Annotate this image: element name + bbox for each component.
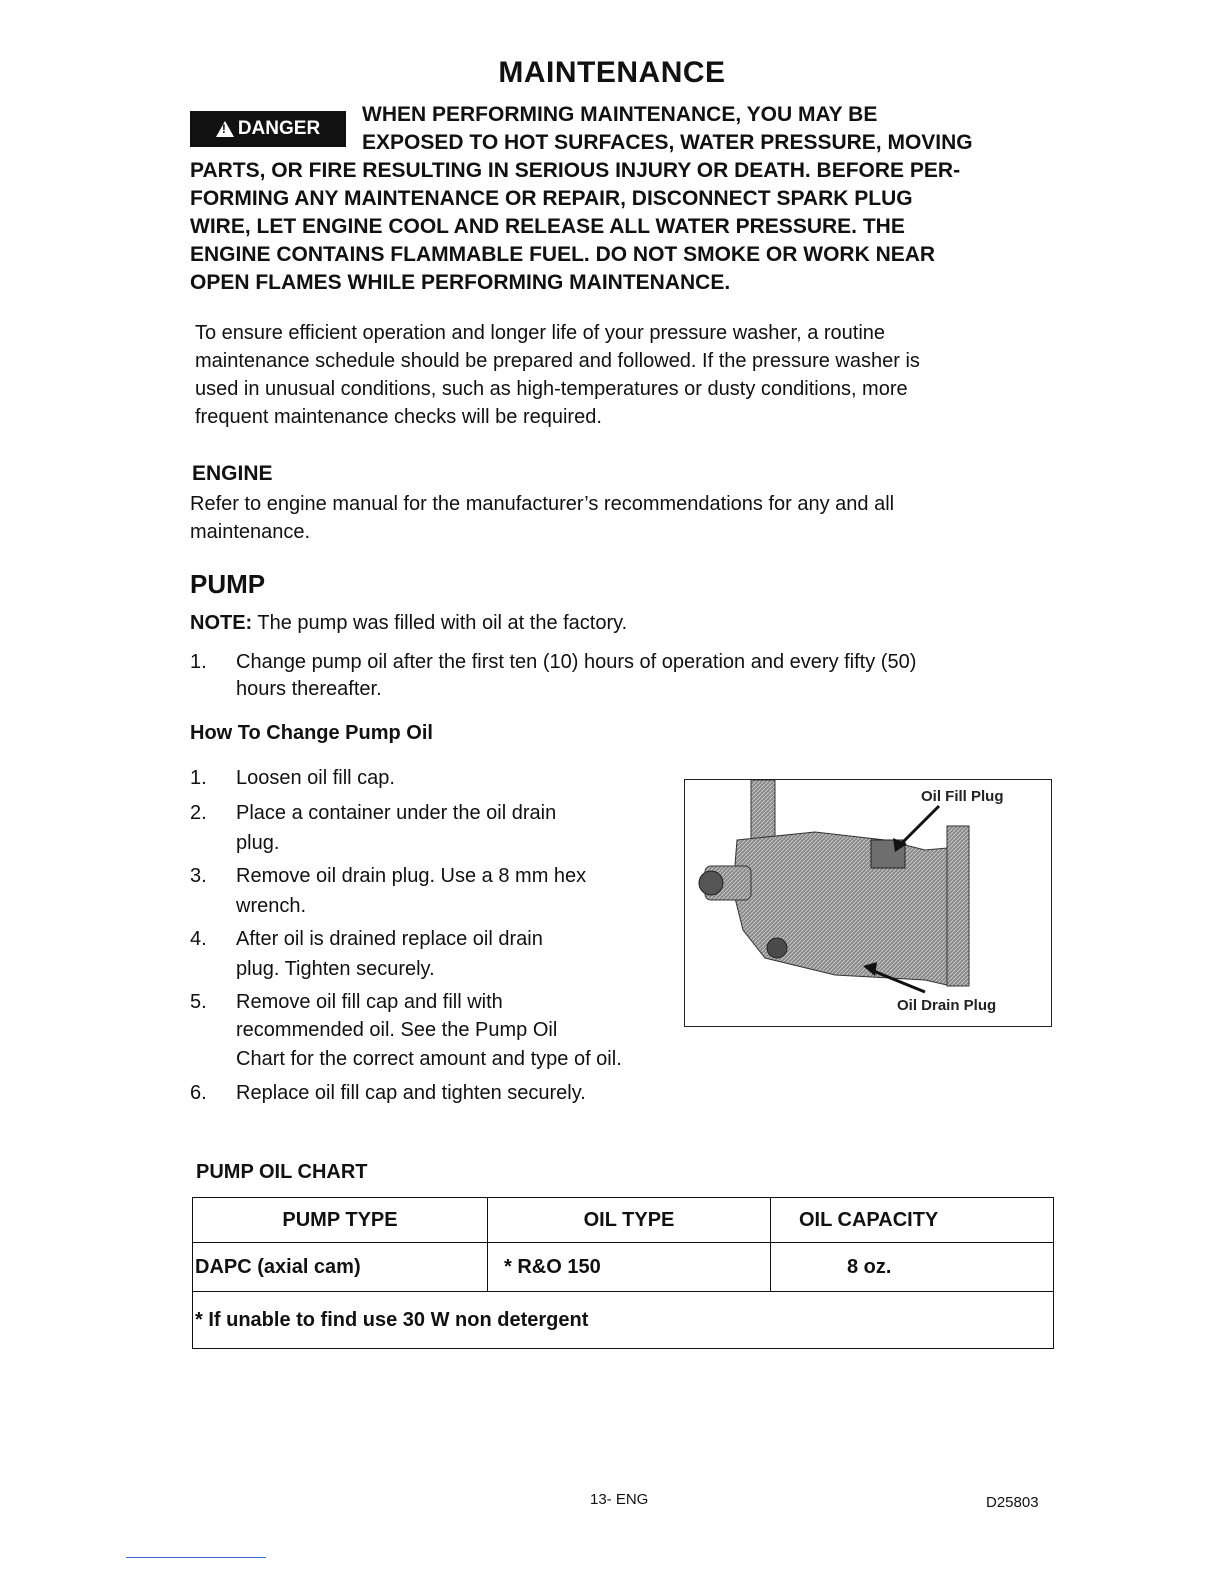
table-header-row bbox=[193, 1198, 1054, 1243]
engine-paragraph bbox=[190, 490, 1070, 546]
engine-line: Refer to engine manual for the manufacturer’s recommendations for any and all bbox=[190, 493, 895, 515]
oil-fill-plug-label: Oil Fill Plug bbox=[921, 788, 1004, 805]
danger-line: ENGINE CONTAINS FLAMMABLE FUEL. DO NOT SMOKE OR WORK NEAR bbox=[190, 243, 936, 266]
page-number: 13- ENG bbox=[590, 1491, 649, 1508]
danger-line: OPEN FLAMES WHILE PERFORMING MAINTENANCE. bbox=[190, 271, 731, 294]
column-header-oil-capacity: OIL CAPACITY bbox=[771, 1198, 1054, 1243]
list-item bbox=[190, 799, 670, 857]
column-header-oil-type: OIL TYPE bbox=[488, 1198, 771, 1243]
pump-note bbox=[190, 612, 627, 635]
how-to-heading: How To Change Pump Oil bbox=[190, 722, 433, 744]
list-text: plug. Tighten securely. bbox=[236, 958, 435, 980]
list-text: plug. bbox=[236, 832, 280, 854]
intro-line: maintenance schedule should be prepared and followed. If the pressure washer is bbox=[195, 350, 920, 372]
list-number: 6. bbox=[190, 1082, 207, 1104]
chart-footnote: * If unable to find use 30 W non detergent bbox=[193, 1292, 1054, 1349]
danger-line: EXPOSED TO HOT SURFACES, WATER PRESSURE, MOVING bbox=[362, 131, 973, 154]
list-text: Replace oil fill cap and tighten securely. bbox=[236, 1082, 586, 1104]
list-item bbox=[190, 764, 670, 794]
pump-heading: PUMP bbox=[190, 569, 266, 599]
danger-warning-body bbox=[190, 157, 1070, 297]
note-label: NOTE: bbox=[190, 612, 253, 634]
list-number: 5. bbox=[190, 991, 207, 1013]
intro-line: frequent maintenance checks will be required. bbox=[195, 406, 602, 428]
intro-paragraph bbox=[195, 319, 1075, 431]
list-text: Remove oil drain plug. Use a 8 mm hex bbox=[236, 865, 587, 887]
list-number: 1. bbox=[190, 651, 207, 673]
list-text: Change pump oil after the first ten (10) hours of operation and every fifty (50) bbox=[236, 651, 917, 673]
danger-line: FORMING ANY MAINTENANCE OR REPAIR, DISCONNECT SPARK PLUG bbox=[190, 187, 913, 210]
list-item bbox=[190, 862, 670, 920]
list-text: wrench. bbox=[236, 895, 307, 917]
cell-oil-capacity: 8 oz. bbox=[771, 1243, 1054, 1292]
column-header-pump-type: PUMP TYPE bbox=[193, 1198, 488, 1243]
document-code: D25803 bbox=[986, 1494, 1039, 1511]
table-footnote-row bbox=[193, 1292, 1054, 1349]
danger-badge bbox=[190, 111, 346, 147]
list-number: 4. bbox=[190, 928, 207, 950]
list-text: Place a container under the oil drain bbox=[236, 802, 557, 824]
list-item bbox=[190, 1079, 750, 1109]
list-text: hours thereafter. bbox=[236, 678, 382, 700]
list-text: Chart for the correct amount and type of oil. bbox=[236, 1048, 622, 1070]
list-item bbox=[190, 925, 670, 983]
intro-line: used in unusual conditions, such as high-temperatures or dusty conditions, more bbox=[195, 378, 908, 400]
warning-triangle-icon bbox=[216, 121, 234, 137]
divider bbox=[126, 1557, 266, 1558]
danger-line: WIRE, LET ENGINE COOL AND RELEASE ALL WATER PRESSURE. THE bbox=[190, 215, 905, 238]
engine-heading: ENGINE bbox=[192, 462, 273, 485]
list-item bbox=[190, 648, 1070, 706]
danger-line: PARTS, OR FIRE RESULTING IN SERIOUS INJURY OR DEATH. BEFORE PER- bbox=[190, 159, 961, 182]
note-text: The pump was filled with oil at the factory. bbox=[252, 612, 628, 634]
cell-oil-type: * R&O 150 bbox=[488, 1243, 771, 1292]
danger-warning-lead bbox=[362, 101, 1062, 157]
list-item bbox=[190, 988, 750, 1076]
pump-figure bbox=[684, 779, 1052, 1027]
pump-oil-chart-heading: PUMP OIL CHART bbox=[196, 1161, 368, 1183]
list-text: recommended oil. See the Pump Oil bbox=[236, 1019, 558, 1041]
danger-badge-label: DANGER bbox=[237, 118, 321, 139]
cell-pump-type: DAPC (axial cam) bbox=[193, 1243, 488, 1292]
list-text: After oil is drained replace oil drain bbox=[236, 928, 543, 950]
list-number: 1. bbox=[190, 767, 207, 789]
oil-drain-plug-label: Oil Drain Plug bbox=[897, 997, 997, 1014]
table-row bbox=[193, 1243, 1054, 1292]
pump-oil-chart bbox=[192, 1197, 1054, 1349]
list-text: Loosen oil fill cap. bbox=[236, 767, 395, 789]
list-number: 2. bbox=[190, 802, 207, 824]
engine-line: maintenance. bbox=[190, 521, 311, 543]
intro-line: To ensure efficient operation and longer life of your pressure washer, a routine bbox=[195, 322, 886, 344]
list-text: Remove oil fill cap and fill with bbox=[236, 991, 503, 1013]
list-number: 3. bbox=[190, 865, 207, 887]
danger-line: WHEN PERFORMING MAINTENANCE, YOU MAY BE bbox=[362, 103, 878, 126]
pump-illustration bbox=[685, 780, 1051, 1026]
page-title: MAINTENANCE bbox=[498, 56, 726, 89]
